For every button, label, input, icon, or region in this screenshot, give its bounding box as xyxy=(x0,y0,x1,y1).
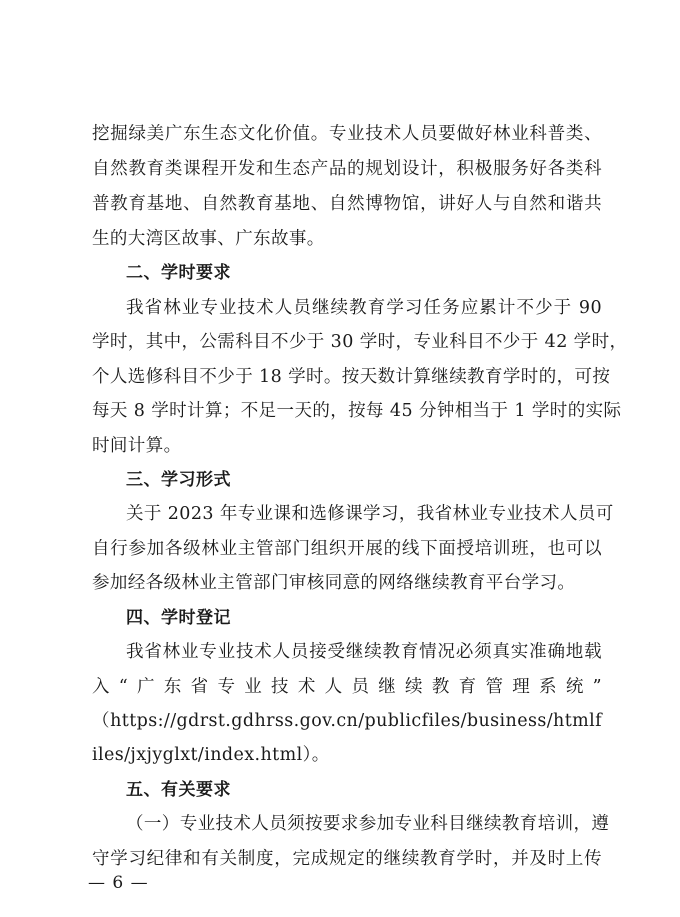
paragraph-line: 参加经各级林业主管部门审核同意的网络继续教育平台学习。 xyxy=(92,573,576,593)
page-number: — 6 — xyxy=(88,873,149,893)
paragraph-line: 关于 2023 年专业课和选修课学习，我省林业专业技术人员可 xyxy=(126,504,614,524)
url-line: （https://gdrst.gdhrss.gov.cn/publicfiles/business/htmlf xyxy=(92,711,602,731)
paragraph-line: 挖掘绿美广东生态文化价值。专业技术人员要做好林业科普类、 xyxy=(92,124,602,144)
section-heading-hour-registration: 四、学时登记 xyxy=(126,608,231,628)
paragraph-line: 我省林业专业技术人员接受继续教育情况必须真实准确地载 xyxy=(126,642,602,662)
paragraph-line: 学时，其中，公需科目不少于 30 学时，专业科目不少于 42 学时， xyxy=(92,332,628,352)
paragraph-line: 时间计算。 xyxy=(92,436,182,456)
paragraph-line: 自行参加各级林业主管部门组织开展的线下面授培训班，也可以 xyxy=(92,539,602,559)
section-heading-study-format: 三、学习形式 xyxy=(126,470,231,490)
paragraph-line: （一）专业技术人员须按要求参加专业科目继续教育培训，遵 xyxy=(126,814,610,834)
section-heading-requirements: 五、有关要求 xyxy=(126,780,231,800)
paragraph-line: 普教育基地、自然教育基地、自然博物馆，讲好人与自然和谐共 xyxy=(92,194,602,214)
paragraph-line: 每天 8 学时计算；不足一天的，按每 45 分钟相当于 1 学时的实际 xyxy=(92,401,622,421)
paragraph-line: 入“广东省专业技术人员继续教育管理系统” xyxy=(92,677,602,697)
paragraph-line: 生的大湾区故事、广东故事。 xyxy=(92,229,325,249)
paragraph-line: 个人选修科目不少于 18 学时。按天数计算继续教育学时的，可按 xyxy=(92,367,611,387)
section-heading-study-hours: 二、学时要求 xyxy=(126,263,231,283)
url-line: iles/jxjyglxt/index.html）。 xyxy=(92,745,330,765)
paragraph-line: 守学习纪律和有关制度，完成规定的继续教育学时，并及时上传 xyxy=(92,849,602,869)
paragraph-line: 我省林业专业技术人员继续教育学习任务应累计不少于 90 xyxy=(126,298,602,318)
paragraph-line: 自然教育类课程开发和生态产品的规划设计，积极服务好各类科 xyxy=(92,159,602,179)
